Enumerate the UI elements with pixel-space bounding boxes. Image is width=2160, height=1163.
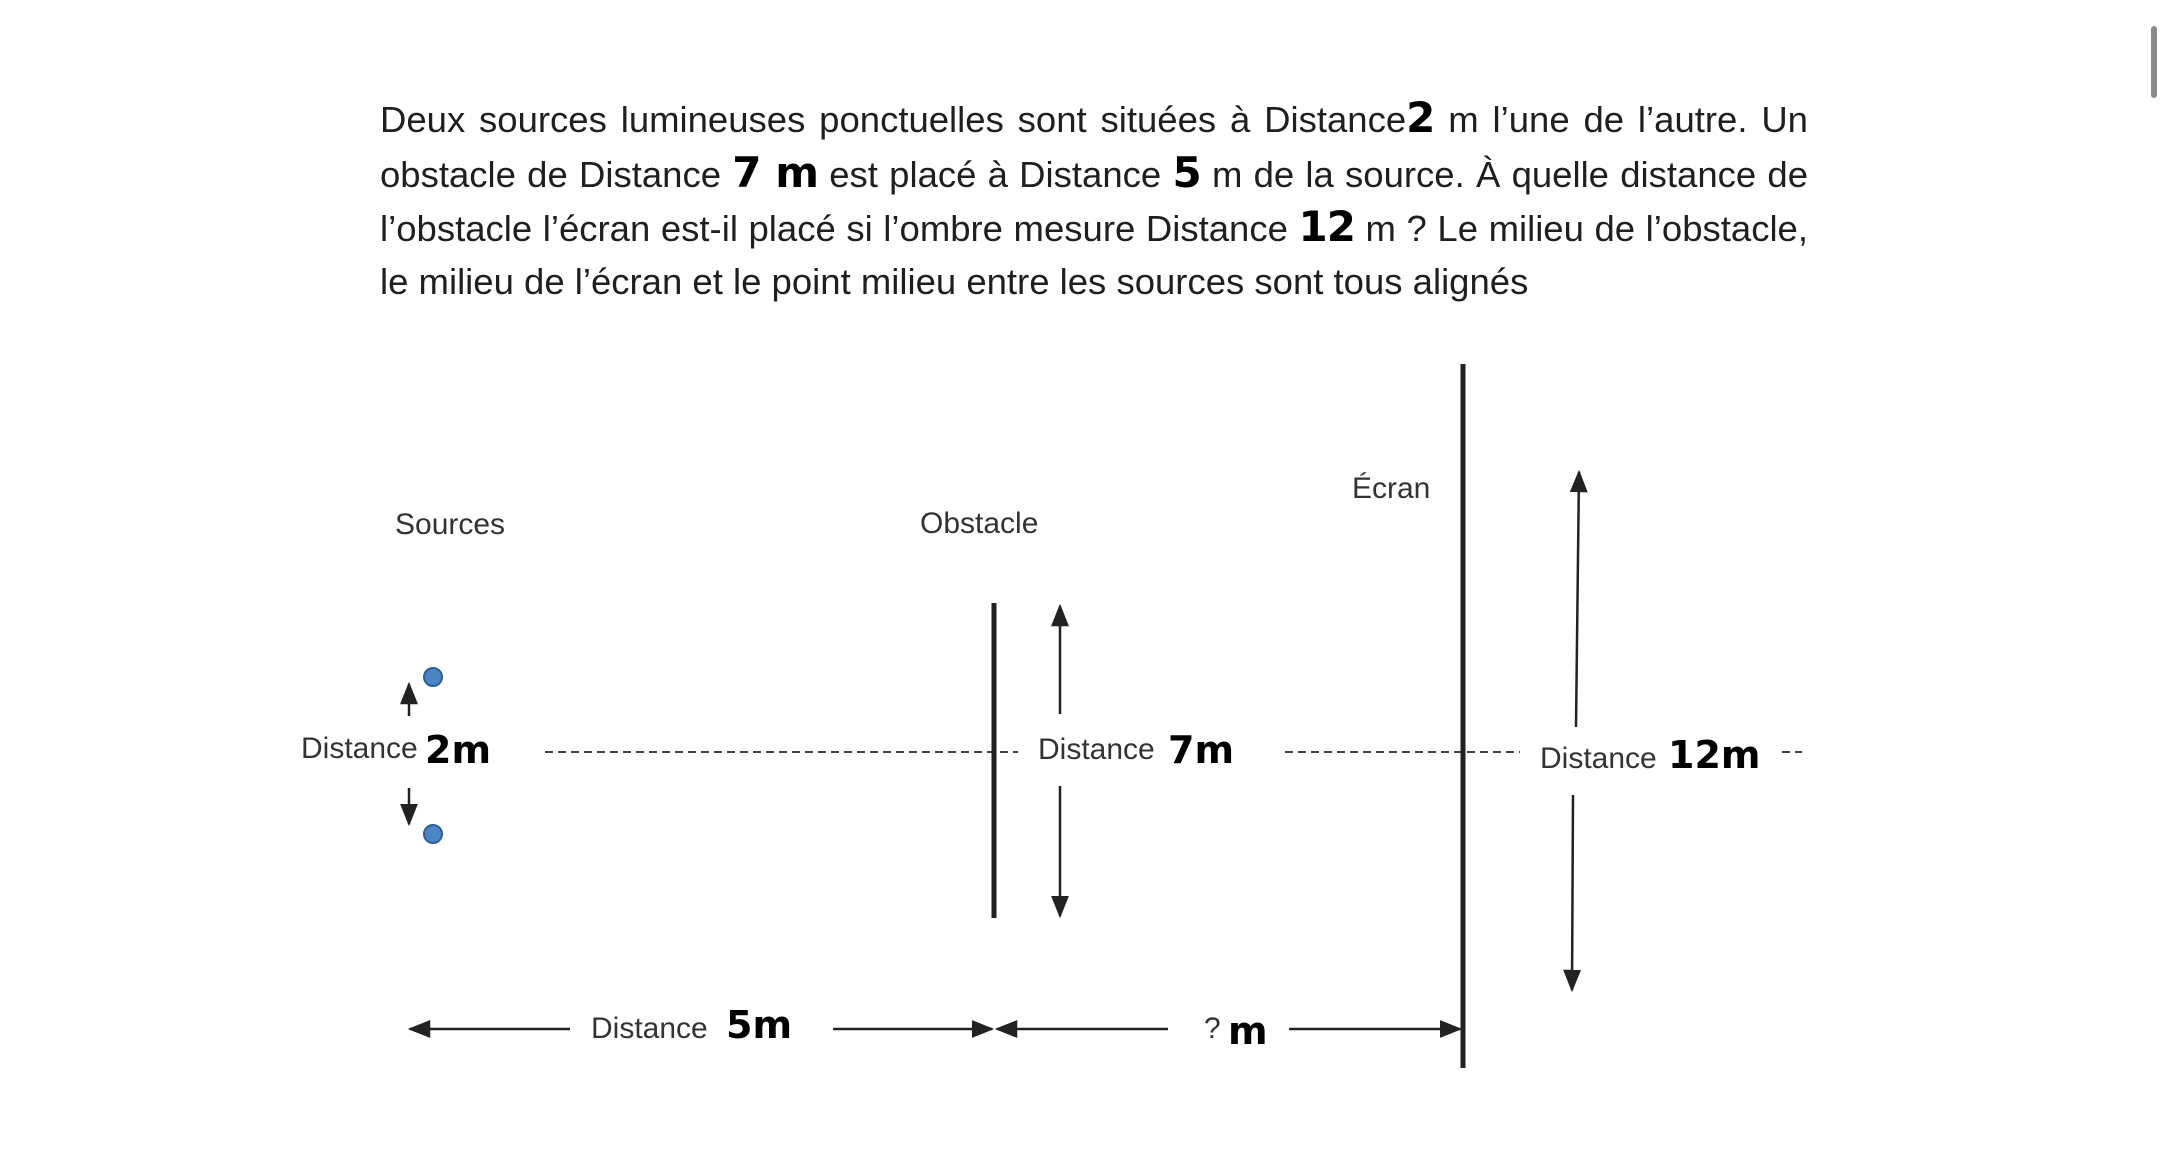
ecran-distance-value: 12m [1668, 733, 1761, 777]
ecran-arrow-up [1576, 472, 1579, 727]
handwritten-obstacle-size: 7 m [732, 147, 818, 197]
bottom-distance-value: 5m [726, 1003, 793, 1047]
problem-text: m de la source. À quelle distance de [1211, 153, 1808, 195]
unknown-distance-unit: m [1228, 1009, 1268, 1053]
bottom-distance-label: Distance [591, 1012, 708, 1045]
ecran-label: Écran [1352, 472, 1431, 505]
sources-label: Sources [395, 508, 506, 541]
sources-distance-value: 2m [425, 728, 492, 772]
unknown-distance-label: ? [1204, 1012, 1221, 1045]
handwritten-shadow-size: 12 [1298, 202, 1355, 251]
problem-text: l’obstacle l’écran est-il placé si l’ombre mesure Distance [380, 208, 1288, 249]
obstacle-distance-value: 7m [1168, 728, 1235, 772]
problem-line-4: le milieu de l’écran et le point milieu entre les sources sont tous alignés [380, 260, 1529, 302]
sources-distance-label: Distance [301, 732, 418, 765]
source-point-bottom [424, 825, 442, 843]
handwritten-obstacle-distance: 5 [1172, 147, 1201, 197]
problem-text: m l’une de l’autre. Un [1448, 99, 1808, 140]
problem-text: obstacle de Distance [380, 153, 722, 195]
ecran-distance-label: Distance [1540, 742, 1657, 775]
source-point-top [424, 668, 442, 686]
ecran-arrow-down [1572, 795, 1573, 990]
problem-text: m ? Le milieu de l’obstacle, [1365, 208, 1808, 249]
problem-text: Deux sources lumineuses ponctuelles sont situées à Distance [380, 99, 1407, 140]
obstacle-distance-label: Distance [1038, 733, 1155, 766]
handwritten-sources-distance: 2 [1406, 93, 1435, 142]
problem-text: est placé à Distance [829, 153, 1162, 195]
obstacle-label: Obstacle [920, 507, 1039, 540]
